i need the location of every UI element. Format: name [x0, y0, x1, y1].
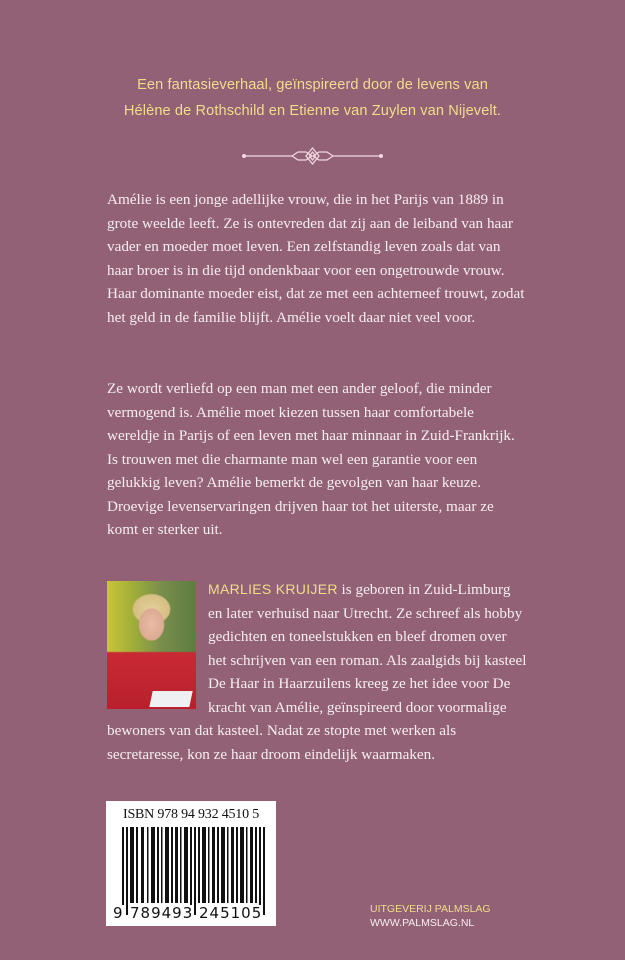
publisher-info — [370, 902, 491, 930]
divider-ornament-icon — [240, 145, 385, 167]
blurb-paragraph-2: Ze wordt verliefd op een man met een ander geloof, die minder vermogend is. Amélie moet kiezen tussen haar comfortabele wereldje in Parijs of een leven met haar minnaar in Zuid-Frankrijk. Is trouwen met die charmante man wel een garantie voor een gelukkig leven? Amélie bemerkt de gevolgen van haar keuze. Droevige levenservaringen drijven haar tot het uiterste, maar ze komt er sterker uit. — [107, 380, 515, 538]
tagline-line-1: Een fantasieverhaal, geïnspireerd door de levens van — [137, 77, 488, 93]
isbn-label: ISBN 978 94 932 4510 5 — [123, 807, 259, 822]
publisher-name: UITGEVERIJ PALMSLAG — [370, 903, 491, 915]
tagline-line-2: Hélène de Rothschild en Etienne van Zuylen van Nijevelt. — [123, 103, 502, 119]
barcode-digits-group-2: 245105 — [199, 904, 263, 922]
publisher-url: WWW.PALMSLAG.NL — [370, 917, 475, 929]
tagline — [0, 72, 625, 124]
barcode-digits-group-1: 789493 — [130, 904, 194, 922]
author-bio — [107, 578, 527, 766]
author-bio-text: is geboren in Zuid-Limburg en later verhuisd naar Utrecht. Ze schreef als hobby gedichten en toneelstukken en bleef dromen over het schrijven van een roman. Als zaalgids bij kasteel De Haar in Haarzuilens kreeg ze het idee voor De kracht van Amélie, geïnspireerd door voormalige bewoners van dat kasteel. Nadat ze stopte met werken als secretaresse, kon ze haar droom eindelijk waarmaken. — [107, 581, 527, 763]
barcode-bars-icon — [114, 827, 270, 915]
blurb-paragraph-1: Amélie is een jonge adellijke vrouw, die in het Parijs van 1889 in grote weelde leeft. Ze is ontevreden dat zij aan de leiband van haar vader en moeder moet leven. Een zelfstandig leven zoals dat van haar broer is in die tijd ondenkbaar voor een ongetrouwde vrouw. Haar dominante moeder eist, dat ze met een achterneef trouwt, zodat het geld in de familie blijft. Amélie voelt daar niet veel voor. — [107, 191, 525, 326]
isbn-barcode — [106, 801, 276, 926]
author-photo — [107, 581, 196, 709]
author-name: MARLIES KRUIJER — [208, 581, 338, 597]
author-portrait-icon — [149, 691, 192, 707]
barcode-digit-first: 9 — [113, 904, 124, 922]
